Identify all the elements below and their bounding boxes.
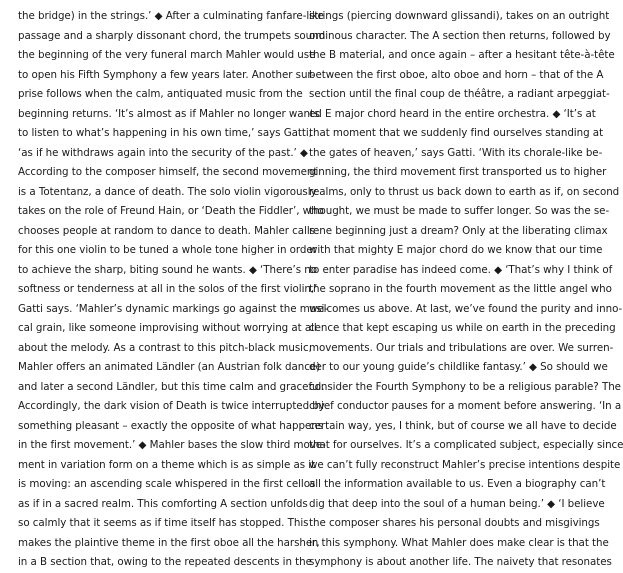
right-text-column [309,7,623,573]
text-line: ment in variation form on a theme which is as simple as it [18,458,316,471]
text-line: in a B section that, owing to the repeated descents in the [18,556,312,568]
text-line: in this symphony. What Mahler does make clear is that the [309,536,609,549]
text-line: for this one violin to be tuned a whole tone higher in order [18,244,317,256]
text-line: in the first movement.’ ◆ Mahler bases the slow third move- [18,439,326,451]
text-line: consider the Fourth Symphony to be a religious parable? The [309,380,621,393]
text-line: to listen to what’s happening in his own time,’ says Gatti, [18,127,312,139]
text-line: symphony is about another life. The naivety that resonates [309,556,612,568]
text-line: the bridge) in the strings.’ ◆ After a culminating fanfare-like [18,10,324,22]
text-line: cal grain, like someone improvising without worrying at all [18,322,317,334]
text-line: about the melody. As a contrast to this pitch-black music, [18,341,312,354]
left-text-column [18,7,328,573]
text-line: and later a second Ländler, but this time calm and graceful. [18,380,325,393]
text-line: Accordingly, the dark vision of Death is twice interrupted by [18,400,325,412]
text-line: that moment that we suddenly find ourselves standing at [309,127,604,139]
text-line: the gates of heaven,’ says Gatti. ‘With its chorale-like be- [309,146,603,159]
text-line: softness or tenderness at all in the solos of the first violin,’ [18,283,318,295]
text-line: the composer shares his personal doubts and misgivings [309,517,600,529]
text-line: thought, we must be made to suffer longer. So was the se- [309,205,610,217]
text-line: chooses people at random to dance to death. Mahler calls [18,224,315,237]
text-line: the beginning of the very funeral march Mahler would use [18,49,316,61]
text-line: so calmly that it seems as if time itself has stopped. This [18,517,309,529]
text-line: all the information available to us. Even a biography can’t [309,478,606,490]
text-line: with that mighty E major chord do we know that our time [309,244,603,256]
text-line: to achieve the sharp, biting sound he wants. ◆ ‘There’s no [18,263,317,276]
text-line: as if in a sacred realm. This comforting A section unfolds [18,497,308,510]
text-line: passage and a sharply dissonant chord, the trumpets sound [18,29,326,42]
text-line: rene beginning just a dream? Only at the liberating climax [309,224,608,237]
text-line: to open his Fifth Symphony a few years later. Another sur- [18,68,315,81]
text-line: section until the final coup de théâtre, a radiant arpeggiat- [309,88,610,100]
text-line: is a Totentanz, a dance of death. The solo violin vigorously [18,185,317,198]
text-line: realms, only to thrust us back down to earth as if, on second [309,185,620,198]
text-line: movements. Our trials and tribulations are over. We surren- [309,341,614,354]
text-line: welcomes us above. At last, we’ve found the purity and inno- [309,302,623,315]
text-line: ominous character. The A section then returns, followed by [309,29,611,42]
text-line: something pleasant – exactly the opposite of what happens [18,419,324,432]
text-line: to enter paradise has indeed come. ◆ ‘That’s why I think of [309,263,613,276]
text-line: we can’t fully reconstruct Mahler’s precise intentions despite [309,458,621,471]
text-line: the soprano in the fourth movement as the little angel who [309,283,612,295]
text-line: takes on the role of Freund Hain, or ‘Death the Fiddler’, who [18,205,324,217]
text-line: strings (piercing downward glissandi), takes on an outright [309,10,610,22]
text-line: prise follows when the calm, antiquated music from the [18,88,303,100]
text-line: der to our young guide’s childlike fantasy.’ ◆ So should we [309,361,608,373]
text-line: chief conductor pauses for a moment before answering. ‘In a [309,400,622,412]
text-line: is moving: an ascending scale whispered in the first cellos [18,478,316,490]
text-line: Gatti says. ‘Mahler’s dynamic markings go against the musi- [18,302,328,315]
text-line: certain way, yes, I think, but of course we all have to decide [309,419,617,432]
text-line: ‘as if he withdraws again into the security of the past.’ ◆ [18,146,308,159]
text-line: According to the composer himself, the second movement [18,166,318,178]
text-line: ginning, the third movement first transported us to higher [309,166,607,178]
text-line: the B material, and once again – after a hesitant tête-à-tête [309,49,615,61]
text-line: between the first oboe, alto oboe and horn – that of the A [309,68,604,81]
text-line: makes the plaintive theme in the first oboe all the harsher, [18,536,320,549]
text-line: beginning returns. ‘It’s almost as if Mahler no longer wants [18,107,320,120]
text-line: Mahler offers an animated Ländler (an Austrian folk dance) [18,361,321,373]
text-line: cence that kept escaping us while on earth in the preceding [309,322,616,334]
text-line: dig that deep into the soul of a human being.’ ◆ ‘I believe [309,497,605,510]
text-line: that for ourselves. It’s a complicated subject, especially since [309,439,623,451]
text-line: ed E major chord heard in the entire orchestra. ◆ ‘It’s at [309,107,596,120]
